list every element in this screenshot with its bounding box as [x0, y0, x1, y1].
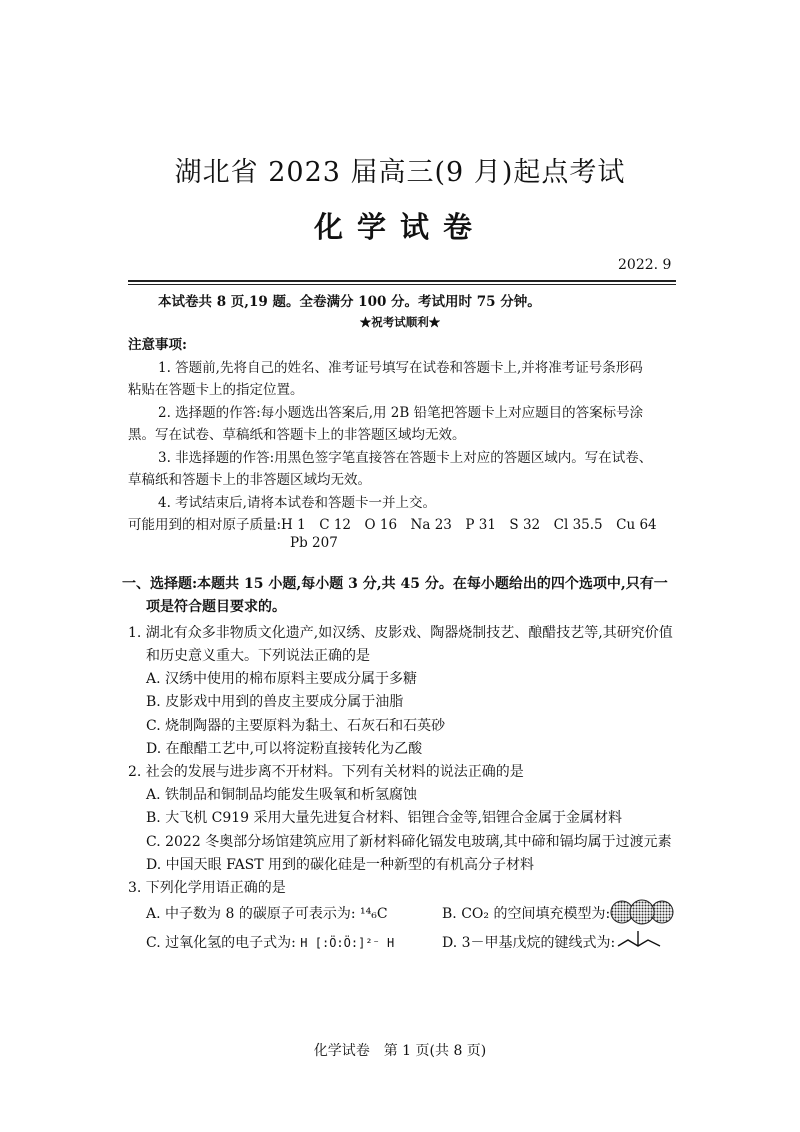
question-option: A. 铁制品和铜制品均能发生吸氧和析氢腐蚀 [146, 787, 418, 803]
subject-title: 化学试卷 [313, 210, 486, 244]
note-line: 3. 非选择题的作答:用黑色签字笔直接答在答题卡上对应的答题区域内。写在试卷、 [158, 450, 653, 466]
question-stem: 和历史意义重大。下列说法正确的是 [146, 648, 370, 664]
note-line: 草稿纸和答题卡上的非答题区域均无效。 [128, 472, 371, 488]
good-luck-note: ★祝考试顺利★ [359, 315, 441, 329]
section-heading: 一、选择题:本题共 15 小题,每小题 3 分,共 45 分。在每小题给出的四个选项中,只有一 [122, 576, 668, 592]
carbon-isotope-formula: ¹⁴₆C [360, 906, 388, 922]
section-heading: 项是符合题目要求的。 [146, 599, 286, 615]
atomic-mass-line: Pb 207 [290, 535, 338, 551]
question-option: A. 汉绣中使用的棉布原料主要成分属于多糖 [146, 671, 418, 687]
question-option: C. 2022 冬奥部分场馆建筑应用了新材料碲化镉发电玻璃,其中碲和镉均属于过渡元素 [146, 834, 672, 850]
header-rule-thin [128, 284, 676, 285]
methylpentane-skeletal-formula-icon [616, 928, 662, 950]
exam-date: 2022. 9 [618, 257, 672, 273]
question-stem: 3. 下列化学用语正确的是 [128, 880, 286, 896]
header-rule [128, 280, 676, 282]
question-option: D. 在酿醋工艺中,可以将淀粉直接转化为乙酸 [146, 741, 423, 757]
question-option: D. 3－甲基戊烷的键线式为: [442, 935, 616, 951]
question-stem: 1. 湖北有众多非物质文化遗产,如汉绣、皮影戏、陶器烧制技艺、酿醋技艺等,其研究价值 [128, 625, 673, 641]
note-line: 1. 答题前,先将自己的姓名、准考证号填写在试卷和答题卡上,并将准考证号条形码 [158, 360, 643, 376]
question-option: D. 中国天眼 FAST 用到的碳化硅是一种新型的有机高分子材料 [146, 857, 535, 873]
note-line: 粘贴在答题卡上的指定位置。 [128, 382, 304, 398]
question-option: B. CO₂ 的空间填充模型为: [442, 906, 611, 922]
question-option: B. 大飞机 C919 采用大量先进复合材料、铝锂合金等,铝锂合金属于金属材料 [146, 810, 622, 826]
question-stem: 2. 社会的发展与进步离不开材料。下列有关材料的说法正确的是 [128, 764, 524, 780]
question-option [146, 903, 388, 923]
note-line: 黑。写在试卷、草稿纸和答题卡上的非答题区域均无效。 [128, 427, 466, 443]
note-line: 2. 选择题的作答:每小题选出答案后,用 2B 铅笔把答题卡上对应题目的答案标号涂 [158, 405, 644, 421]
option-text: C. 过氧化氢的电子式为: [146, 935, 296, 951]
question-option: B. 皮影戏中用到的兽皮主要成分属于油脂 [146, 694, 404, 710]
peroxide-electron-formula: H [:Ö:Ö:]²⁻ H [300, 936, 395, 950]
page-footer: 化学试卷 第 1 页(共 8 页) [313, 1043, 487, 1059]
option-text: A. 中子数为 8 的碳原子可表示为: [146, 906, 356, 922]
notice-title: 注意事项: [128, 337, 187, 353]
note-line: 4. 考试结束后,请将本试卷和答题卡一并上交。 [158, 495, 436, 511]
question-option: C. 烧制陶器的主要原料为黏土、石灰石和石英砂 [146, 718, 446, 734]
exam-summary: 本试卷共 8 页,19 题。全卷满分 100 分。考试用时 75 分钟。 [158, 294, 541, 310]
co2-space-filling-model-icon [608, 898, 676, 926]
atomic-mass-line: 可能用到的相对原子质量:H 1 C 12 O 16 Na 23 P 31 S 32 Cl 35.5 Cu 64 [128, 517, 657, 533]
exam-title: 湖北省 2023 届高三(9 月)起点考试 [174, 157, 626, 188]
question-option [146, 932, 394, 952]
